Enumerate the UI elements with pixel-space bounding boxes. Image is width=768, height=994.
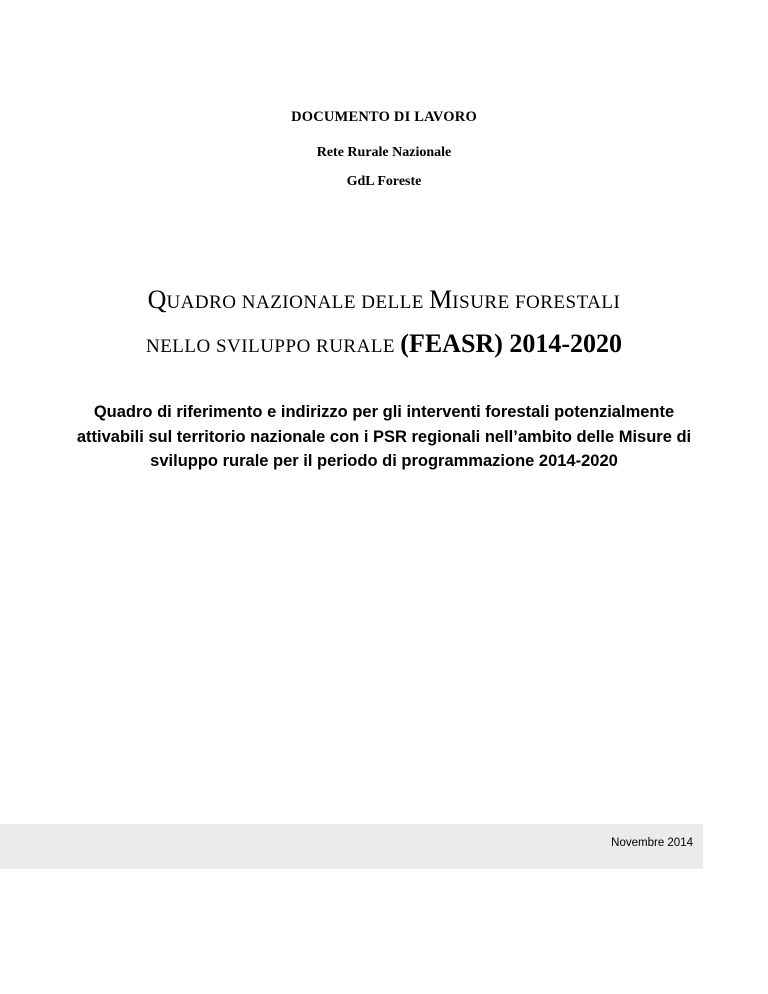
working-group-name: GdL Foreste	[346, 174, 422, 189]
document-type-label: DOCUMENTO DI LAVORO	[291, 109, 477, 125]
title-initial-q: Q	[147, 285, 167, 314]
document-title	[0, 280, 768, 368]
document-date: Novembre 2014	[611, 837, 693, 849]
document-subtitle: Quadro di riferimento e indirizzo per gli interventi forestali potenzialmente attivabili sul territorio nazionale con i PSR regionali nell’ambito delle Misure di sviluppo rurale per il periodo di programmazione 2014-2020	[76, 403, 692, 470]
title-text-1: UADRO NAZIONALE DELLE	[166, 292, 430, 313]
footer-band	[0, 824, 703, 869]
title-program-period: (FEASR) 2014-2020	[400, 329, 623, 358]
title-text-3: NELLO SVILUPPO RURALE	[145, 336, 401, 357]
title-initial-m: M	[429, 285, 453, 314]
title-line-1	[0, 280, 768, 324]
title-line-2	[0, 324, 768, 368]
organization-name: Rete Rurale Nazionale	[316, 145, 452, 160]
document-header	[0, 108, 768, 191]
title-text-2: ISURE FORESTALI	[452, 292, 621, 313]
